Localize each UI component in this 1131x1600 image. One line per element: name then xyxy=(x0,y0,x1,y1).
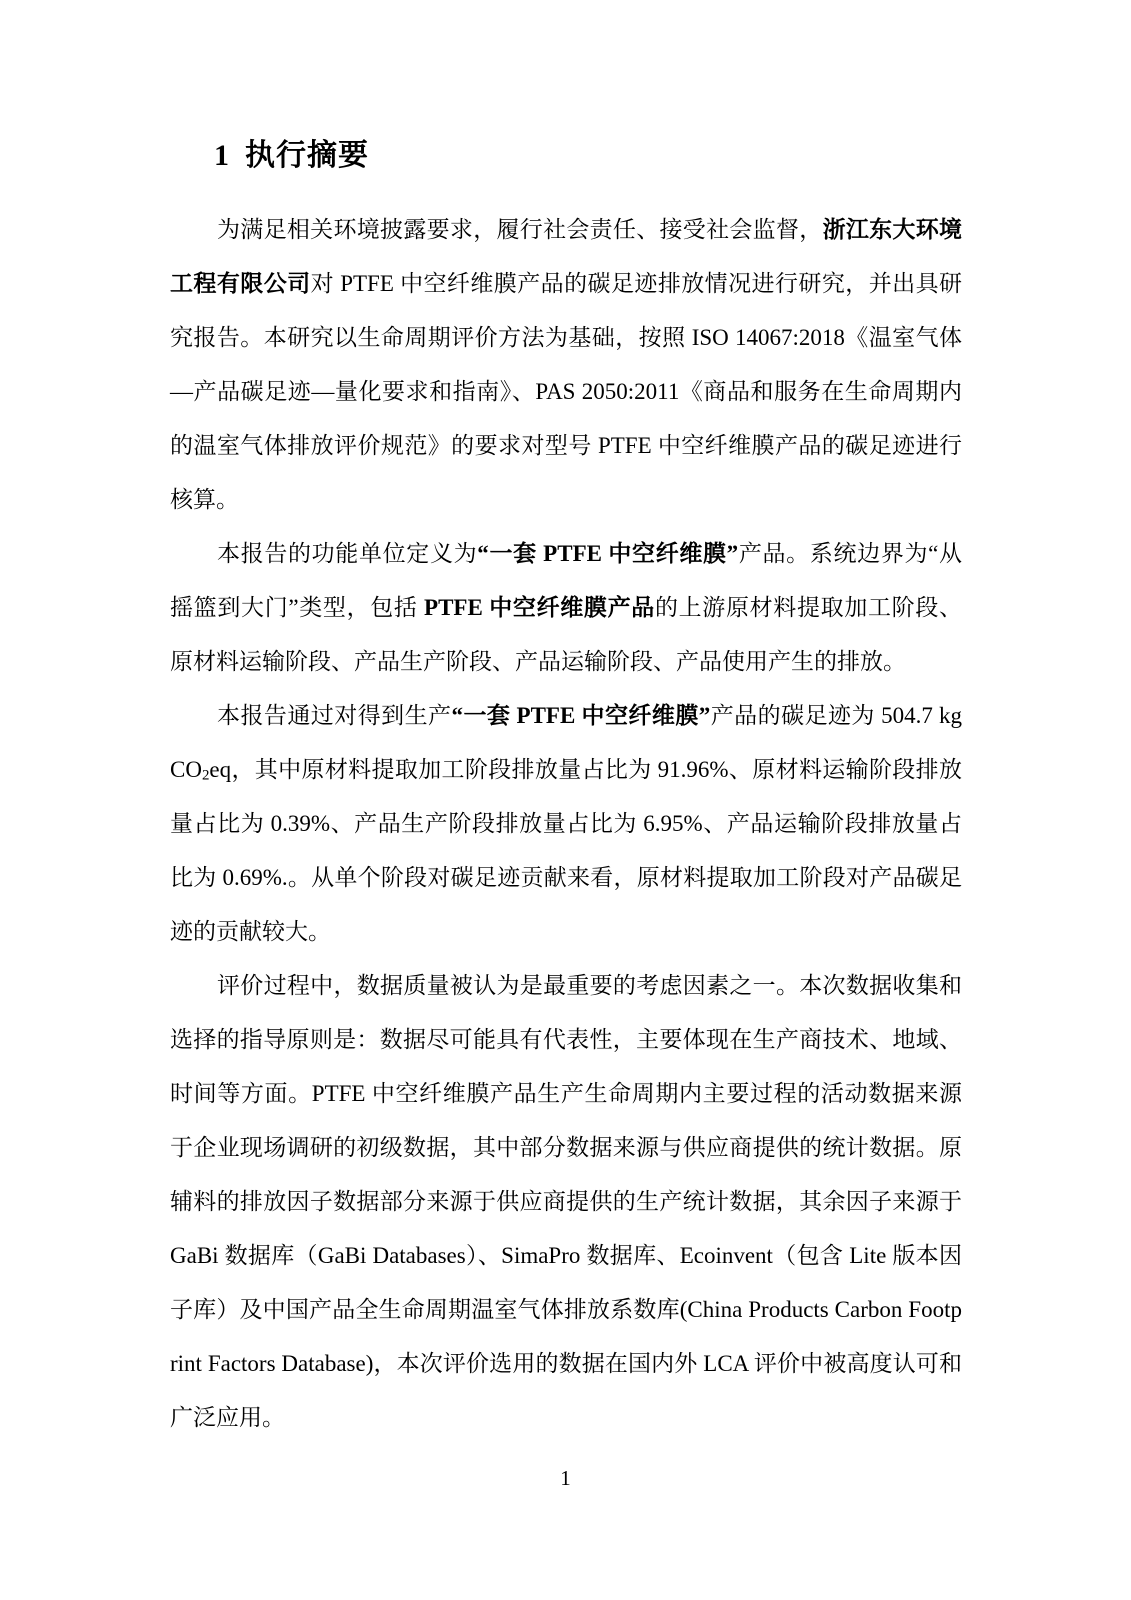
text-run: 的上游原材料提取加工阶段、原材料运输阶段、产品生产阶段、产品运输阶段、产品使用产生的排放。 xyxy=(170,595,962,674)
section-heading xyxy=(170,136,962,175)
text-run: 本报告的功能单位定义为 xyxy=(217,541,478,566)
bold-text-run: 浙江东大环境工程有限公司 xyxy=(170,217,963,296)
section-title: 执行摘要 xyxy=(245,139,369,172)
paragraph xyxy=(170,959,962,1445)
text-run: 产品。系统边界为“从摇篮到大门”类型，包括 xyxy=(170,541,963,620)
text-run: 评价过程中，数据质量被认为是最重要的考虑因素之一。本次数据收集和选择的指导原则是：数据尽可能具有代表性，主要体现在生产商技术、地域、时间等方面。PTFE 中空纤维膜产品生产生命周期内主要过程的活动数据来源于企业现场调研的初级数据，其中部分数据来源与供应商提供的统计数据。原辅料的排放因子数据部分来源于供应商提供的生产统计数据，其余因子来源于 GaBi 数据库（GaBi Databases）、SimaPro 数据库、Ecoinvent（包含 Lite 版本因子库）及中国产品全生命周期温室气体排放系数库(China Products Carbon Footprint Factors Database)，本次评价选用的数据在国内外 LCA 评价中被高度认可和广泛应用。 xyxy=(170,973,962,1430)
text-run: eq，其中原材料提取加工阶段排放量占比为 91.96%、原材料运输阶段排放量占比为 0.39%、产品生产阶段排放量占比为 6.95%、产品运输阶段排放量占比为 0.69%.。从单个阶段对碳足迹贡献来看，原材料提取加工阶段对产品碳足迹的贡献较大。 xyxy=(170,757,962,944)
paragraph-list xyxy=(170,203,962,1445)
subscript-run: 2 xyxy=(201,767,210,784)
page-number: 1 xyxy=(560,1466,571,1490)
text-run: 本报告通过对得到生产 xyxy=(217,703,452,728)
bold-text-run: “一套 PTFE 中空纤维膜” xyxy=(451,703,711,728)
text-run: 产品的碳足迹为 504.7 kgCO xyxy=(170,703,963,782)
paragraph xyxy=(170,527,962,689)
bold-text-run: “一套 PTFE 中空纤维膜” xyxy=(477,541,739,566)
bold-text-run: PTFE 中空纤维膜产品 xyxy=(424,595,655,620)
page-content xyxy=(170,136,962,1445)
section-number: 1 xyxy=(214,139,229,172)
text-run: 为满足相关环境披露要求，履行社会责任、接受社会监督， xyxy=(217,217,823,242)
text-run: 对 PTFE 中空纤维膜产品的碳足迹排放情况进行研究，并出具研究报告。本研究以生命周期评价方法为基础，按照 ISO 14067:2018《温室气体—产品碳足迹—量化要求和指南》、PAS 2050:2011《商品和服务在生命周期内的温室气体排放评价规范》的要求对型号 PTFE 中空纤维膜产品的碳足迹进行核算。 xyxy=(170,271,962,512)
paragraph xyxy=(170,203,962,527)
paragraph xyxy=(170,689,962,959)
